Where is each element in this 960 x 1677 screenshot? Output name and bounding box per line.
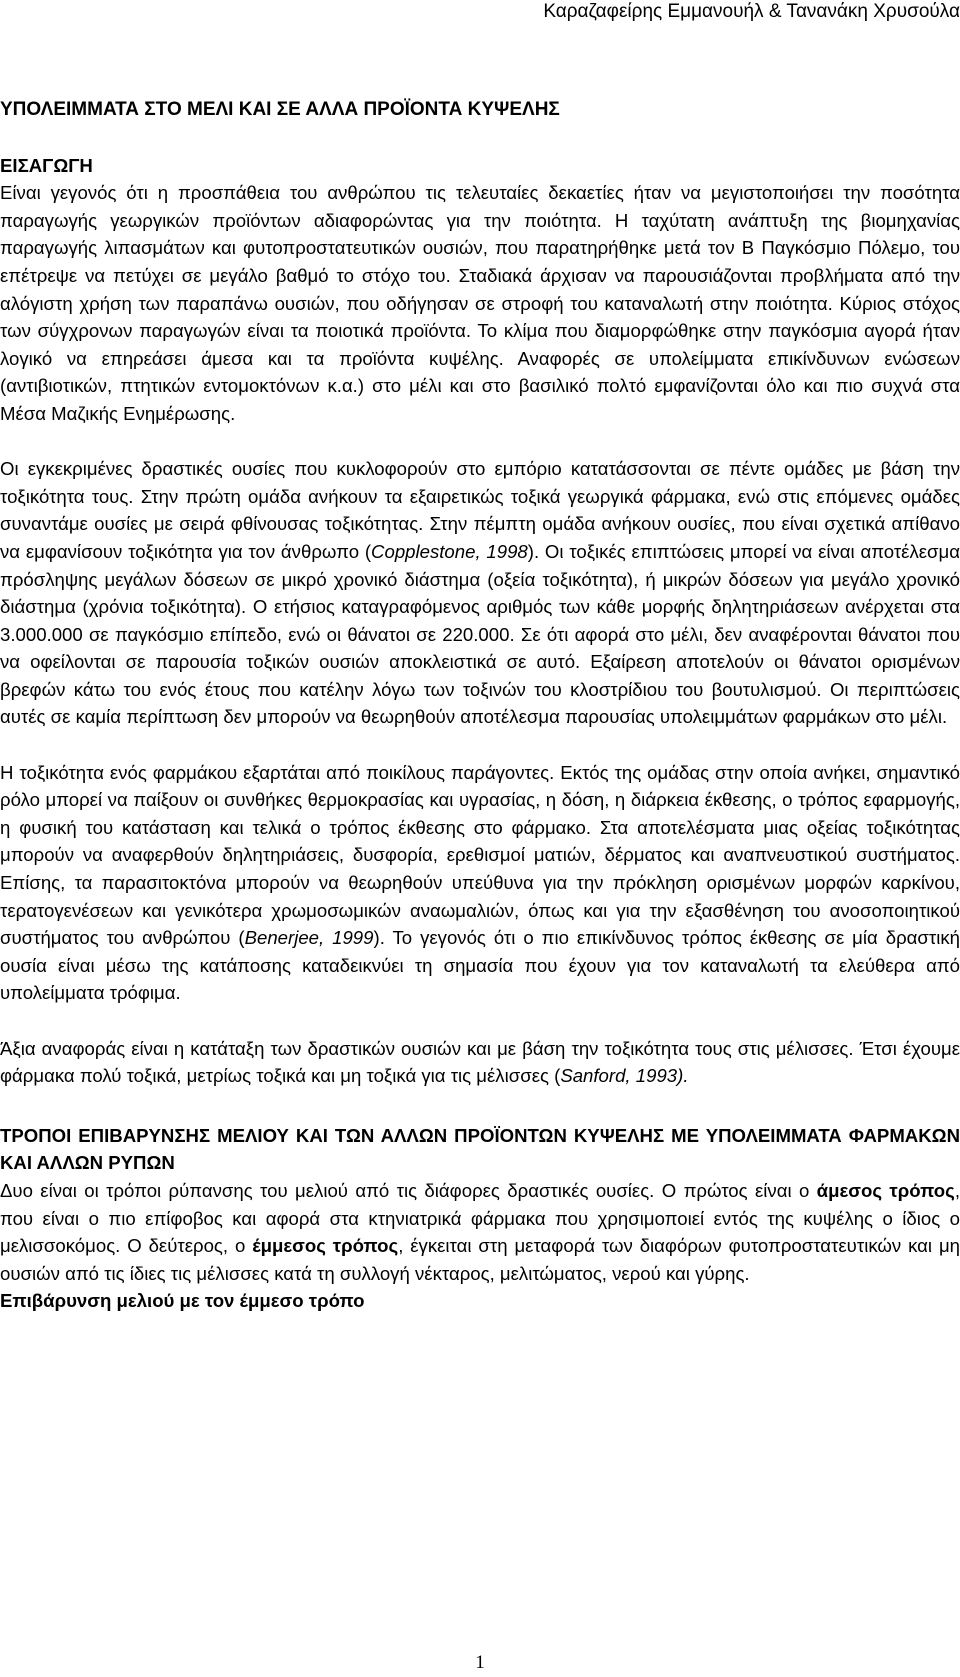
citation: Benerjee, 1999 <box>244 927 374 949</box>
section2-heading: ΤΡΟΠΟΙ ΕΠΙΒΑΡΥΝΣΗΣ ΜΕΛΙΟΥ ΚΑΙ ΤΩΝ ΑΛΛΩΝ ΠΡΟΪΟΝΤΩΝ ΚΥΨΕΛΗΣ ΜΕ ΥΠΟΛΕΙΜΜΑΤΑ ΦΑΡΜΑΚΩΝ ΚΑΙ ΑΛΛΩΝ ΡΥΠΩΝ <box>0 1124 960 1174</box>
page-number: 1 <box>475 1652 485 1673</box>
paragraph-text: Άξια αναφοράς είναι η κατάταξη των δραστικών ουσιών και με βάση την τοξικότητα τους στις μέλισσες. Έτσι έχουμε φάρμακα πολύ τοξικά, μετρίως τοξικά και μη τοξικά για τις μέλισσες ( <box>0 1037 960 1087</box>
intro-paragraph-2 <box>0 455 960 731</box>
intro-heading: ΕΙΣΑΓΩΓΗ <box>0 154 93 176</box>
intro-paragraph-1: Είναι γεγονός ότι η προσπάθεια του ανθρώπου τις τελευταίες δεκαετίες ήταν να μεγιστοποιήσει την ποσότητα παραγωγής γεωργικών προϊόντων αδιαφορώντας για την ποιότητα. Η ταχύτατη ανάπτυξη της βιομηχανίας παραγωγής λιπασμάτων και φυτοπροστατευτικών ουσιών, που παρατηρήθηκε μετά τον Β Παγκόσμιο Πόλεμο, του επέτρεψε να πετύχει σε μεγάλο βαθμό το στόχο του. Σταδιακά άρχισαν να παρουσιάζονται προβλήματα από την αλόγιστη χρήση των παραπάνω ουσιών, που οδήγησαν σε στροφή του καταναλωτή στην ποιότητα. Κύριος στόχος των σύγχρονων παραγωγών είναι τα ποιοτικά προϊόντα. Το κλίμα που διαμορφώθηκε στην παγκόσμια αγορά ήταν λογικό να επηρεάσει άμεσα και τα προϊόντα κυψέλης. Αναφορές σε υπολείμματα επικίνδυνων ενώσεων (αντιβιοτικών, πτητικών εντομοκτόνων κ.α.) στο μέλι και στο βασιλικό πολτό εμφανίζονται όλο και πιο συχνά στα Μέσα Μαζικής Ενημέρωσης. <box>0 182 960 424</box>
intro-paragraph-3 <box>0 759 960 1007</box>
section2-subheading: Επιβάρυνση μελιού με τον έμμεσο τρόπο <box>0 1290 365 1312</box>
paragraph-text: , έγκειται στη μεταφορά των διαφόρων φυτοπροστατευτικών και μη ουσιών από τις ίδιες τις μέλισσες κατά τη συλλογή νέκταρος, μελιτώματος, νερού και γύρης. <box>0 1235 960 1284</box>
document-title: ΥΠΟΛΕΙΜΜΑΤΑ ΣΤΟ ΜΕΛΙ ΚΑΙ ΣΕ ΑΛΛΑ ΠΡΟΪΟΝΤΑ ΚΥΨΕΛΗΣ <box>0 99 560 120</box>
section2-paragraph <box>0 1177 960 1287</box>
bold-term: έμμεσος τρόπος <box>252 1235 399 1257</box>
header-authors: Καραζαφείρης Εμμανουήλ & Τανανάκη Χρυσούλα <box>543 1 960 22</box>
bold-term: άμεσος τρόπος <box>816 1179 955 1201</box>
paragraph-text: Οι εγκεκριμένες δραστικές ουσίες που κυκλοφορούν στο εμπόριο κατατάσσονται σε πέντε ομάδες με βάση την τοξικότητα τους. Στην πρώτη ομάδα ανήκουν τα εξαιρετικώς τοξικά γεωργικά φάρμακα, ενώ στις επόμενες ομάδες συναντάμε ουσίες με σειρά φθίνουσας τοξικότητας. Στην πέμπτη ομάδα ανήκουν ουσίες, που είναι σχετικά απίθανο να εμφανίσουν τοξικότητα για τον άνθρωπο ( <box>0 458 960 562</box>
running-header <box>0 0 960 24</box>
paragraph-text: Δυο είναι οι τρόποι ρύπανσης του μελιού από τις διάφορες δραστικές ουσίες. Ο πρώτος είναι ο <box>0 1179 817 1201</box>
paragraph-text: Η τοξικότητα ενός φαρμάκου εξαρτάται από ποικίλους παράγοντες. Εκτός της ομάδας στην οποία ανήκει, σημαντικό ρόλο μπορεί να παίξουν οι συνθήκες θερμοκρασίας και υγρασίας, η δόση, η διάρκεια έκθεσης, ο τρόπος εφαρμογής, η φυσική του κατάσταση και τελικά ο τρόπος έκθεσης στο φάρμακο. Στα αποτελέσματα μιας οξείας τοξικότητας μπορούν να αναφερθούν δηλητηριάσεις, δυσφορία, ερεθισμοί ματιών, δέρματος και αναπνευστικού συστήματος. Επίσης, τα παρασιτοκτόνα μπορούν να θεωρηθούν υπεύθυνα για την πρόκληση ορισμένων μορφών καρκίνου, τερατογενέσεων και γενικότερα χρωμοσωμικών αναωμαλιών, όπως και για την εξασθένηση του ανοσοποιητικού συστήματος του ανθρώπου ( <box>0 761 960 949</box>
paragraph-text: ). Το γεγονός ότι ο πιο επικίνδυνος τρόπος έκθεσης σε μία δραστική ουσία είναι μέσω της κατάποσης καταδεικνύει τη σημασία που έχουν για τον καταναλωτή τα ελεύθερα από υπολείμματα τρόφιμα. <box>0 927 960 1004</box>
document-body <box>0 96 960 1315</box>
paragraph-text: , που είναι ο πιο επίφοβος και αφορά στα κτηνιατρικά φάρμακα που χρησιμοποιεί εντός της κυψέλης ο ίδιος ο μελισσοκόμος. Ο δεύτερος, ο <box>0 1179 960 1257</box>
paragraph-text: ). Οι τοξικές επιπτώσεις μπορεί να είναι αποτέλεσμα πρόσληψης μεγάλων δόσεων σε μικρό χρονικό διάστημα (οξεία τοξικότητα), ή μικρών δόσεων για μεγάλο χρονικό διάστημα (χρόνια τοξικότητα). Ο ετήσιος καταγραφόμενος αριθμός των κάθε μορφής δηλητηριάσεων ανέρχεται στα 3.000.000 σε παγκόσμιο επίπεδο, ενώ οι θάνατοι σε 220.000. Σε ότι αφορά στο μέλι, δεν αναφέρονται θάνατοι που να οφείλονται σε παρουσία τοξικών ουσιών αποκλειστικά σε αυτό. Εξαίρεση αποτελούν οι θάνατοι ορισμένων βρεφών κάτω του ενός έτους που κατέλην λόγω των τοξινών του κλοστρίδιου του βουτυλισμού. Οι περιπτώσεις αυτές σε καμία περίπτωση δεν μπορούν να θεωρηθούν αποτέλεσμα παρουσίας υπολειμμάτων φαρμάκων στο μέλι. <box>0 540 960 728</box>
citation: Copplestone, 1998 <box>371 540 528 562</box>
citation: Sanford, 1993). <box>560 1065 689 1087</box>
intro-paragraph-4 <box>0 1035 960 1090</box>
